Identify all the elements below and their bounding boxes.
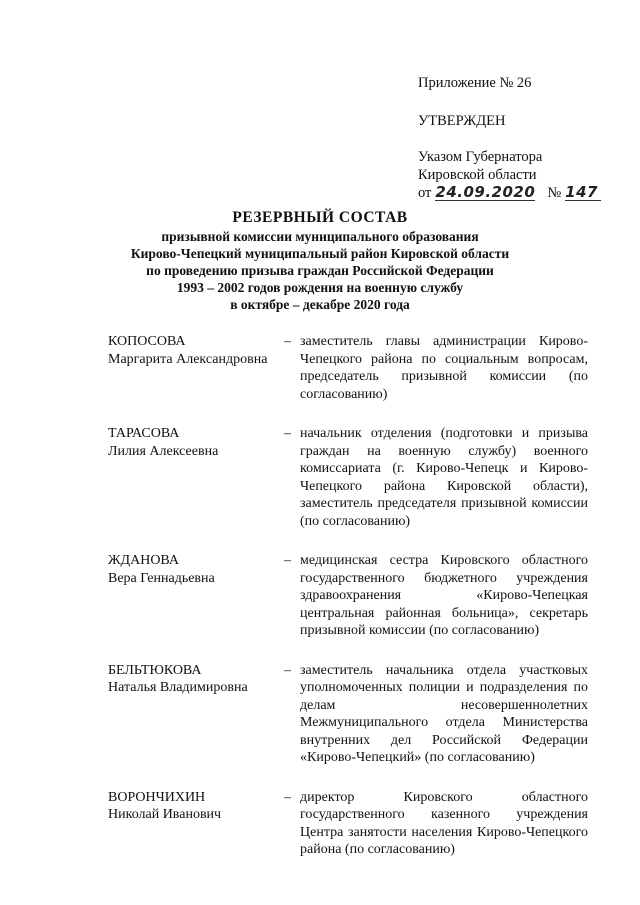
- member-entry: [108, 425, 588, 530]
- member-given-name: Маргарита Александровна: [108, 351, 268, 367]
- member-role: директор Кировского областного государственного казенного учреждения Центра занятости населения Кирово-Чепецкого района (по согласованию): [300, 789, 588, 857]
- handwritten-date: 24.09.2020: [435, 183, 536, 201]
- member-surname: ТАРАСОВА: [108, 426, 180, 441]
- member-role: заместитель главы администрации Кирово-Чепецкого района по социальным вопросам, председатель призывной комиссии (по согласованию): [300, 334, 588, 402]
- member-dash: –: [284, 789, 291, 805]
- decree-date-number-row: [418, 184, 618, 202]
- member-given-name: Вера Геннадьевна: [108, 570, 215, 586]
- member-surname: ВОРОНЧИХИН: [108, 789, 206, 805]
- member-surname: ЖДАНОВА: [108, 553, 179, 568]
- approval-block: [418, 74, 618, 202]
- member-dash: –: [284, 662, 291, 678]
- title-line-4: 1993 – 2002 годов рождения на военную службу: [176, 280, 464, 295]
- title-line-2: Кирово-Чепецкий муниципальный район Кировской области: [130, 246, 510, 261]
- member-name: [108, 425, 284, 530]
- members-list: [108, 333, 588, 881]
- title-line-5: в октябре – декабре 2020 года: [230, 297, 410, 312]
- member-given-name: Лилия Алексеевна: [108, 443, 219, 459]
- member-role: заместитель начальника отдела участковых уполномоченных полиции и подразделения по делам несовершеннолетних Межмуниципального отдела Министерства внутренних дел Российской Федерации «Кирово-Чепецкий» (по согласованию): [300, 662, 588, 765]
- handwritten-number: 147: [565, 184, 601, 201]
- member-surname: БЕЛЬТЮКОВА: [108, 662, 202, 678]
- member-name: [108, 552, 284, 640]
- decree-line-1: Указом Губернатора: [418, 149, 543, 165]
- member-name: [108, 333, 284, 403]
- member-given-name: Наталья Владимировна: [108, 680, 248, 695]
- title-main: РЕЗЕРВНЫЙ СОСТАВ: [232, 209, 408, 226]
- number-prefix: №: [547, 185, 562, 201]
- document-title: [60, 208, 580, 313]
- title-line-1: призывной комиссии муниципального образования: [161, 229, 479, 244]
- date-prefix: от: [418, 185, 432, 201]
- decree-line-2: Кировской области: [418, 167, 537, 183]
- member-entry: [108, 662, 588, 767]
- member-given-name: Николай Иванович: [108, 807, 222, 822]
- member-role: начальник отделения (подготовки и призыва граждан на военную службу) военного комиссариата (г. Кирово-Чепецк и Кирово-Чепецкого района Кировской области), заместитель председателя призывной комиссии (по согласованию): [300, 426, 588, 529]
- member-name: [108, 662, 284, 767]
- member-entry: [108, 789, 588, 859]
- appendix-label: Приложение № 26: [418, 75, 532, 91]
- member-entry: [108, 333, 588, 403]
- member-surname: КОПОСОВА: [108, 334, 186, 349]
- member-dash: –: [284, 553, 291, 568]
- member-name: [108, 789, 284, 859]
- title-line-3: по проведению призыва граждан Российской Федерации: [146, 263, 494, 278]
- approved-label: УТВЕРЖДЕН: [418, 113, 506, 129]
- member-role: медицинская сестра Кировского областного государственного бюджетного учреждения здравоохранения «Кирово-Чепецкая центральная районная больница», секретарь призывной комиссии (по согласованию): [300, 553, 588, 638]
- member-entry: [108, 552, 588, 640]
- member-dash: –: [284, 426, 291, 441]
- member-dash: –: [284, 334, 291, 349]
